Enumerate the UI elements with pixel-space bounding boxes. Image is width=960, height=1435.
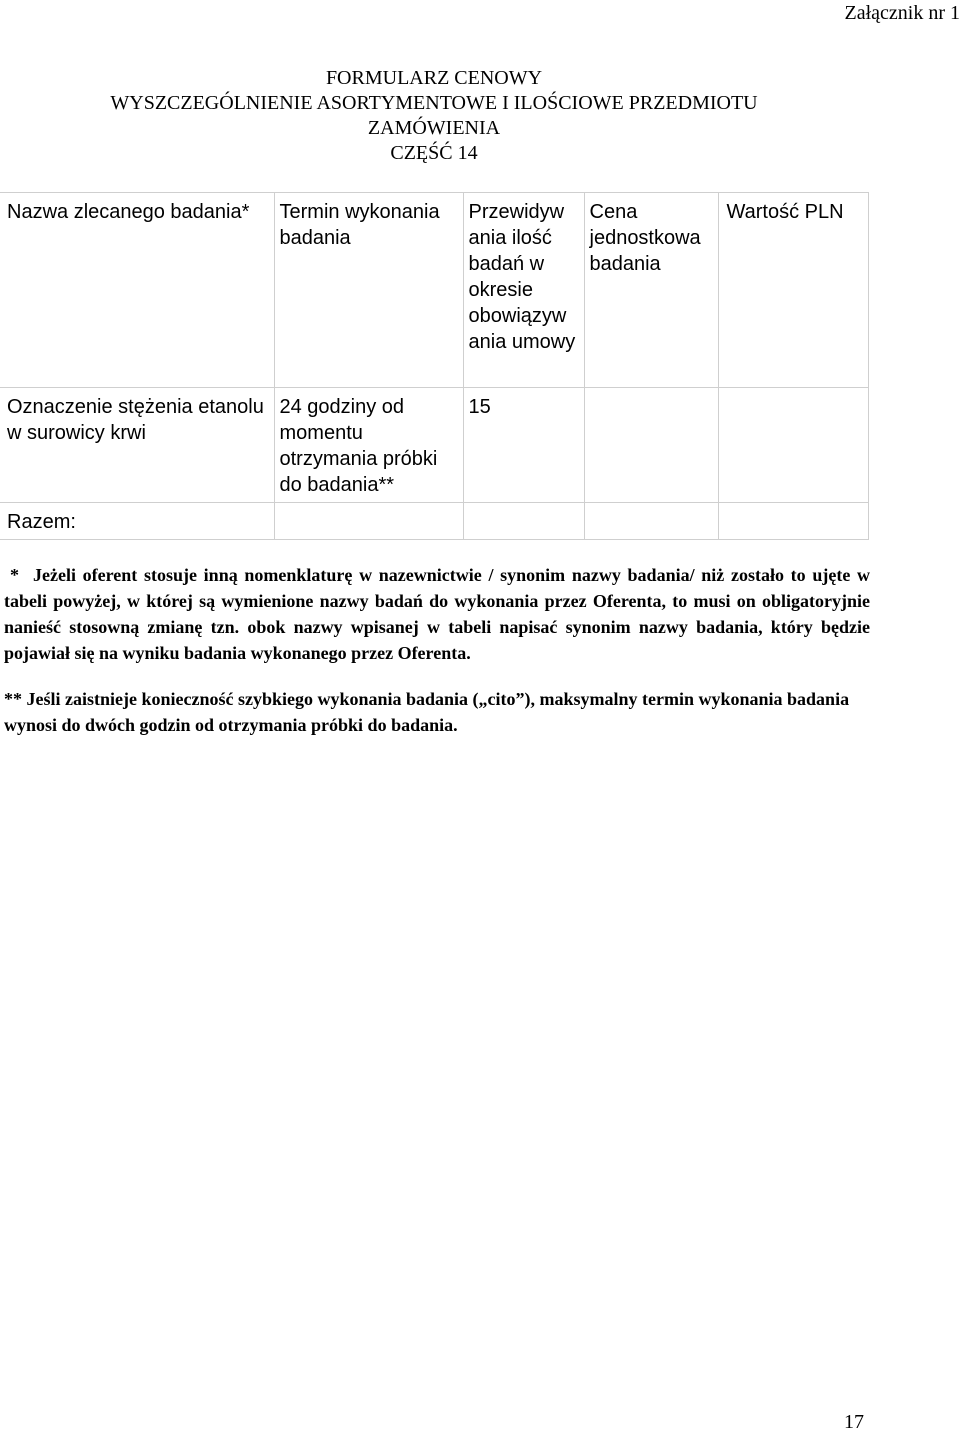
cell-value[interactable] [718,388,868,503]
price-table [0,192,869,540]
footnotes [4,562,870,738]
cell-term: 24 godziny od momentu otrzymania próbki do badania** [274,388,463,503]
total-cell-unit-price [584,503,718,540]
total-cell-term [274,503,463,540]
total-cell-value[interactable] [718,503,868,540]
footnote-1-text: Jeżeli oferent stosuje inną nomenklaturę w nazewnictwie / synonim nazwy badania/ niż zostało to ujęte w tabeli powyżej, w której są wymienione nazwy badań do wykonania przez Oferenta, to musi on obligatoryjnie nanieść stosowną zmianę tzn. obok nazwy wpisanej w tabeli napisać synonim nazwy badania, który będzie pojawiał się na wyniku badania wykonanego przez Oferenta. [4,565,870,663]
footnote-1-marker: * [10,565,19,585]
total-label: Razem: [0,503,274,540]
title-line-4: CZĘŚĆ 14 [390,142,478,164]
cell-test-name: Oznaczenie stężenia etanolu w surowicy krwi [0,388,274,503]
document-title [0,66,868,166]
cell-quantity: 15 [463,388,584,503]
header-quantity: Przewidyw ania ilość badań w okresie obowiązyw ania umowy [463,193,584,388]
table-header-row [0,193,868,388]
total-cell-quantity [463,503,584,540]
table-total-row [0,503,868,540]
header-term: Termin wykonania badania [274,193,463,388]
cell-unit-price[interactable] [584,388,718,503]
footnote-2: ** Jeśli zaistnieje konieczność szybkiego wykonania badania („cito”), maksymalny termin wykonania badania wynosi do dwóch godzin od otrzymania próbki do badania. [4,689,850,735]
title-line-2: WYSZCZEGÓLNIENIE ASORTYMENTOWE I ILOŚCIOWE PRZEDMIOTU [110,92,758,114]
header-test-name: Nazwa zlecanego badania* [0,193,274,388]
page-number: 17 [844,1411,864,1433]
header-value: Wartość PLN [718,193,868,388]
footnote-1 [4,562,870,666]
title-line-3: ZAMÓWIENIA [367,117,501,139]
title-line-1: FORMULARZ CENOWY [325,67,543,89]
table-row [0,388,868,503]
header-unit-price: Cena jednostkowa badania [584,193,718,388]
annex-label: Załącznik nr 1 [844,2,960,24]
